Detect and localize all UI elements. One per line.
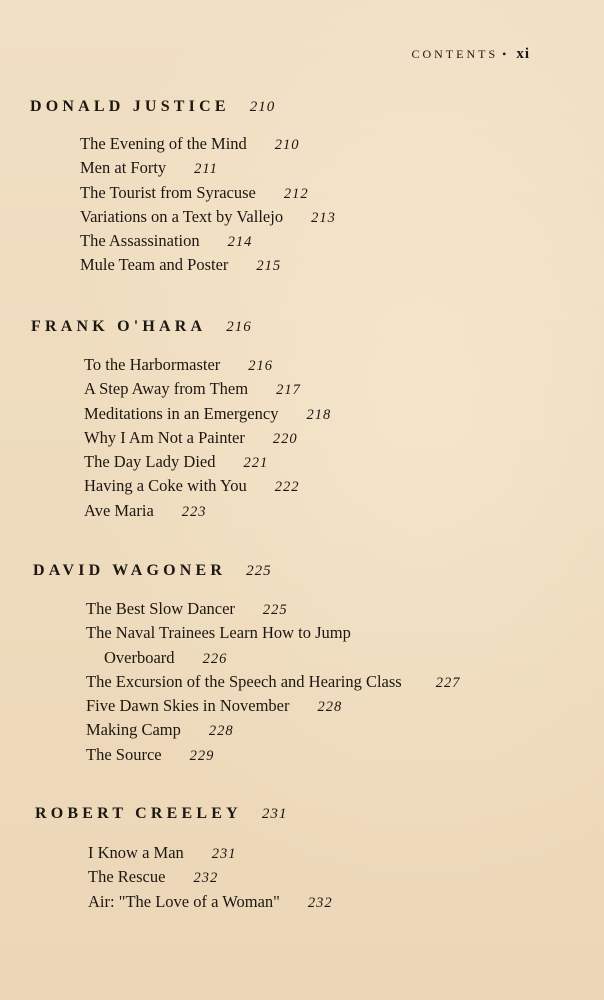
poem-page: 215 (256, 258, 282, 275)
toc-entry (86, 694, 604, 718)
poem-title: Ave Maria (84, 500, 154, 520)
poem-page: 216 (248, 358, 274, 374)
toc-entry (80, 156, 604, 180)
toc-entry (84, 353, 604, 377)
poem-page: 225 (262, 602, 288, 618)
poem-title: The Source (86, 744, 162, 764)
poem-title: Air: "The Love of a Woman" (88, 891, 280, 911)
author-page: 225 (246, 563, 272, 579)
poem-list (0, 597, 604, 767)
poem-title: The Rescue (88, 867, 166, 887)
poem-page: 227 (435, 674, 461, 691)
section-frank-ohara (0, 318, 604, 523)
page-number: xi (516, 46, 530, 62)
toc-entry (88, 841, 604, 865)
toc-entry (86, 743, 604, 767)
toc-entry (84, 426, 604, 450)
poem-title: Variations on a Text by Vallejo (80, 206, 284, 226)
toc-entry (80, 205, 604, 229)
toc-entry (86, 597, 604, 621)
toc-entry (80, 132, 604, 156)
toc-entry (84, 377, 604, 401)
toc-entry (88, 890, 604, 914)
poem-page: 229 (189, 747, 215, 764)
poem-page: 222 (274, 479, 300, 496)
poem-list (0, 841, 604, 914)
poem-page: 223 (181, 503, 207, 520)
author-page: 210 (249, 99, 276, 115)
poem-title: To the Harbormaster (84, 355, 221, 374)
poem-title: Five Dawn Skies in November (86, 696, 290, 716)
author-name: DONALD JUSTICE (30, 98, 230, 115)
poem-page: 212 (283, 185, 309, 202)
poem-page: 220 (272, 430, 298, 447)
poem-page: 232 (193, 870, 219, 887)
poem-page: 228 (208, 723, 234, 740)
poem-title: Overboard (104, 647, 175, 667)
running-head-label: CONTENTS (411, 47, 499, 61)
poem-title: Meditations in an Emergency (84, 403, 279, 423)
author-name: ROBERT CREELEY (35, 805, 242, 822)
poem-page: 232 (307, 894, 333, 911)
running-head (411, 46, 530, 63)
poem-title: Why I Am Not a Painter (84, 427, 245, 447)
author-name: FRANK O'HARA (31, 318, 207, 335)
poem-page: 218 (306, 406, 332, 423)
toc-entry (86, 718, 604, 742)
toc-entry (80, 181, 604, 205)
author-heading (0, 318, 604, 336)
poem-title: I Know a Man (88, 843, 184, 862)
toc-entry (84, 450, 604, 474)
toc-entry (84, 474, 604, 498)
poem-title: Making Camp (86, 720, 181, 740)
running-head-separator: • (502, 47, 507, 61)
toc-entry-continuation (86, 646, 604, 670)
poem-page: 213 (311, 209, 336, 226)
author-name: DAVID WAGONER (33, 562, 227, 579)
poem-page: 210 (274, 137, 300, 153)
toc-entry (84, 402, 604, 426)
poem-title: The Day Lady Died (84, 452, 216, 472)
poem-title: Men at Forty (80, 158, 167, 178)
poem-title: The Naval Trainees Learn How to Jump (86, 623, 351, 643)
toc-entry (80, 229, 604, 253)
author-heading (0, 562, 604, 580)
author-page: 231 (261, 806, 288, 822)
poem-title: The Tourist from Syracuse (80, 182, 256, 202)
poem-title: Having a Coke with You (84, 476, 247, 496)
poem-title: Mule Team and Poster (80, 255, 229, 275)
toc-entry (86, 670, 604, 694)
poem-title: The Evening of the Mind (80, 134, 247, 153)
poem-page: 217 (276, 382, 301, 399)
poem-title: The Best Slow Dancer (86, 599, 235, 618)
poem-page: 228 (317, 699, 343, 716)
poem-list (0, 353, 604, 523)
author-heading (0, 98, 604, 116)
toc-entry (84, 499, 604, 523)
poem-title: The Excursion of the Speech and Hearing Class (86, 671, 402, 691)
poem-list (0, 132, 604, 278)
poem-page: 231 (211, 846, 237, 862)
poem-title: The Assassination (80, 231, 200, 251)
author-page: 216 (226, 319, 252, 335)
section-robert-creeley (0, 805, 604, 914)
section-david-wagoner (0, 562, 604, 767)
poem-title: A Step Away from Them (84, 379, 249, 399)
toc-entry (80, 253, 604, 277)
poem-page: 214 (227, 234, 253, 251)
poem-page: 211 (194, 161, 218, 178)
toc-entry (86, 621, 604, 645)
author-heading (0, 805, 604, 823)
poem-page: 221 (243, 455, 269, 472)
toc-entry (88, 865, 604, 889)
section-donald-justice (0, 98, 604, 278)
poem-page: 226 (202, 650, 228, 667)
